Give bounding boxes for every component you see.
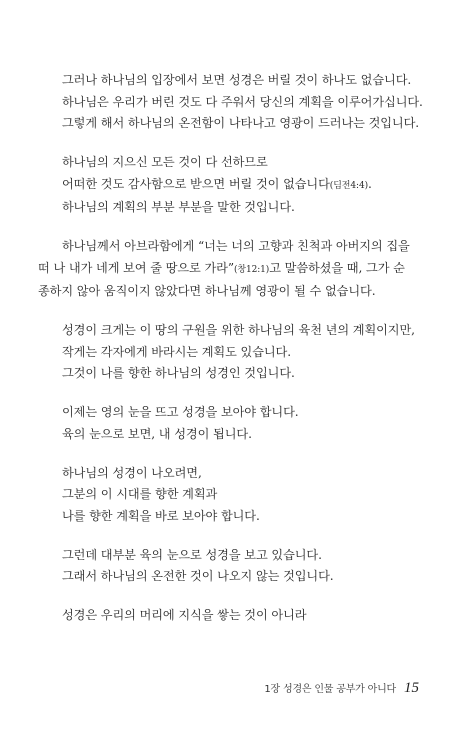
text-line: 이제는 영의 눈을 뜨고 성경을 보아야 합니다. xyxy=(62,405,299,419)
chapter-title: 1장 성경은 인물 공부가 아니다 xyxy=(264,684,396,695)
text-line xyxy=(38,258,428,282)
text-line: 그래서 하나님의 온전한 것이 나오지 않는 것입니다. xyxy=(62,569,334,583)
body-text xyxy=(38,70,428,644)
text-line: 하나님의 지으신 모든 것이 다 선하므로 xyxy=(62,155,268,169)
text-line: 그것이 나를 향한 하나님의 성경인 것입니다. xyxy=(62,366,295,380)
page-footer xyxy=(264,680,419,697)
text-segment: 떠 나 내가 네게 보여 줄 땅으로 가라” xyxy=(38,260,234,275)
text-line: 그런데 대부분 육의 눈으로 성경을 보고 있습니다. xyxy=(62,547,322,562)
paragraph xyxy=(62,70,428,135)
text-line: 그렇게 해서 하나님의 온전함이 나타나고 영광이 드러나는 것입니다. xyxy=(62,116,420,130)
text-line: 성경은 우리의 머리에 지식을 쌓는 것이 아니라 xyxy=(62,608,307,622)
text-line: 하나님의 성경이 나오려면, xyxy=(62,465,202,480)
text-segment: 어떠한 것도 감사함으로 받으면 버릴 것이 없습니다 xyxy=(62,176,330,191)
text-segment: 고 말씀하셨을 때, 그가 순 xyxy=(269,260,405,275)
text-line: 종하지 않아 움직이지 않았다면 하나님께 영광이 될 수 없습니다. xyxy=(38,284,376,298)
paragraph xyxy=(62,463,428,528)
text-line: 작게는 각자에게 바라시는 계획도 있습니다. xyxy=(62,344,291,359)
paragraph xyxy=(62,402,428,445)
text-line: 나를 향한 계획을 바로 보아야 합니다. xyxy=(62,508,260,523)
paragraph xyxy=(62,545,428,588)
paragraph xyxy=(62,320,428,385)
text-line: 성경이 크게는 이 땅의 구원을 위한 하나님의 육천 년의 계획이지만, xyxy=(62,323,415,337)
text-line: 그러나 하나님의 입장에서 보면 성경은 버릴 것이 하나도 없습니다. xyxy=(62,73,412,87)
scripture-reference: (딤전4:4) xyxy=(329,180,368,191)
paragraph xyxy=(38,236,428,303)
scripture-reference: (창12:1) xyxy=(233,264,270,275)
text-line xyxy=(62,174,428,198)
page-number: 15 xyxy=(404,680,419,696)
text-line: 하나님의 계획의 부분 부분을 말한 것입니다. xyxy=(62,200,295,214)
text-line: 육의 눈으로 보면, 내 성경이 됩니다. xyxy=(62,426,252,441)
text-line: 그분의 이 시대를 향한 계획과 xyxy=(62,487,218,501)
text-line: 하나님은 우리가 버린 것도 다 주워서 당신의 계획을 이루어가십니다. xyxy=(62,94,423,109)
paragraph xyxy=(62,152,428,219)
text-line: 하나님께서 아브라함에게 “너는 너의 고향과 친척과 아버지의 집을 xyxy=(62,239,410,253)
paragraph xyxy=(62,605,428,627)
text-segment: . xyxy=(367,176,372,191)
